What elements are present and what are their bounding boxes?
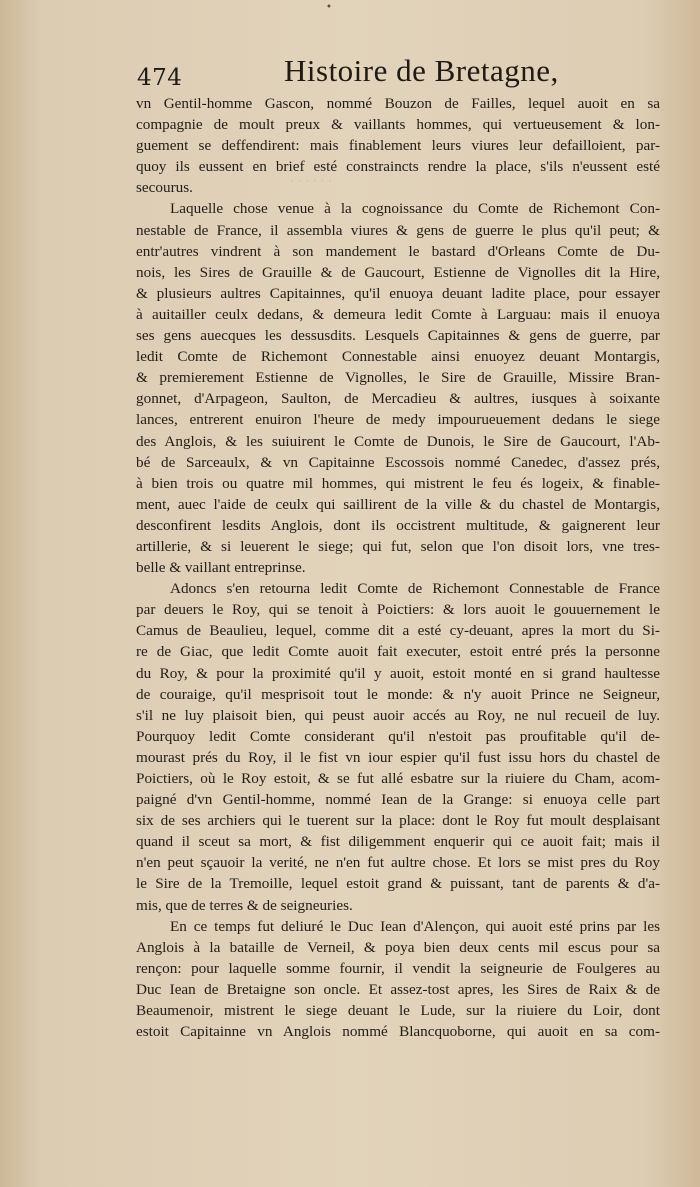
text-line: n'en peut sçauoir la verité, ne n'en fut aultre chose. Et lors se mist pres du Roy bbox=[136, 854, 660, 872]
text-line: quoy ils eussent en brief esté constraincts rendre la place, s'ils n'eussent esté bbox=[136, 158, 660, 176]
text-line: nois, les Sires de Grauille & de Gaucourt, Estienne de Vignolles dit la Hire, bbox=[136, 263, 660, 281]
text-line: lances, entrerent enuiron l'heure de medy impourueuement dedans le siege bbox=[136, 411, 660, 429]
text-line: Anglois à la bataille de Verneil, & poya bien deux cents mil escus pour sa bbox=[136, 938, 660, 956]
text-line: s'il ne luy plaisoit bien, qui peust auoir accés au Roy, ne nul recueil de luy. bbox=[136, 706, 660, 724]
text-line: vn Gentil-homme Gascon, nommé Bouzon de Failles, lequel auoit en sa bbox=[136, 95, 660, 112]
paragraph-start-line: Adoncs s'en retourna ledit Comte de Richemont Connestable de France bbox=[170, 580, 660, 598]
running-head bbox=[137, 53, 567, 93]
text-line: Duc Iean de Bretaigne son oncle. Et assez-tost apres, les Sires de Raix & de bbox=[136, 980, 660, 998]
text-line: par deuers le Roy, qui se tenoit à Poictiers: & lors auoit le gouuernement le bbox=[136, 601, 660, 619]
text-line: du Roy, & pour la proximité qu'il y auoit, estoit monté en si grand haultesse bbox=[136, 664, 660, 682]
body-text bbox=[136, 93, 660, 1042]
text-line: & plusieurs aultres Capitainnes, qu'il enuoya deuant ladite place, pour essayer bbox=[136, 284, 660, 302]
text-line: le Sire de la Tremoille, lequel estoit grand & puissant, tant de parents & d'a- bbox=[136, 875, 660, 893]
text-line: Beaumenoir, mistrent le siege deuant le Lude, sur la riuiere du Loir, dont bbox=[136, 1002, 660, 1020]
text-line: quand il sceut sa mort, & fist diligemment enquerir qui ce auoit fait; mais il bbox=[136, 833, 660, 851]
text-line: Poictiers, où le Roy estoit, & se fut allé esbatre sur la riuiere du Cham, acom- bbox=[136, 770, 660, 787]
text-line: gonnet, d'Arpageon, Saulton, de Mercadieu & aultres, iusques à soixante bbox=[136, 390, 660, 408]
text-line: desconfirent lesdits Anglois, dont ils occistrent multitude, & gaignerent leur bbox=[136, 516, 660, 534]
show-through-text: · · · · · · bbox=[290, 173, 333, 188]
text-line: six de ses archiers qui le tuerent sur la place: dont le Roy fut moult desplaisant bbox=[136, 812, 660, 830]
text-line: mis, que de terres & de seigneuries. bbox=[136, 896, 353, 914]
text-line: mourast prés du Roy, il le fist vn iour espier qu'il fust issu hors du chastel de bbox=[136, 748, 660, 766]
text-line: à auitailler ceulx dedans, & demeura ledit Comte à Larguau: mais il enuoya bbox=[136, 305, 660, 323]
text-line: rençon: pour laquelle somme fournir, il vendit la seigneurie de Foulgeres au bbox=[136, 959, 660, 977]
text-line: artillerie, & si leuerent le siege; qui fut, selon que l'on disoit lors, vne tres- bbox=[136, 537, 660, 555]
text-line: guement se deffendirent: mais finablement leurs viures leur defailloient, par- bbox=[136, 137, 660, 155]
text-line: de couraige, qu'il mesprisoit tout le monde: & n'y auoit Prince ne Seigneur, bbox=[136, 685, 660, 703]
page-number: 474 bbox=[137, 65, 183, 91]
text-line: re de Giac, que ledit Comte auoit fait executer, estoit entré prés la personne bbox=[136, 643, 660, 661]
text-line: des Anglois, & les suiuirent le Comte de Dunois, le Sire de Gaucourt, l'Ab- bbox=[136, 432, 660, 450]
paragraph-start-line: Laquelle chose venue à la cognoissance du Comte de Richemont Con- bbox=[170, 200, 660, 218]
text-line: & premierement Estienne de Vignolles, le Sire de Grauille, Missire Bran- bbox=[136, 369, 660, 387]
running-title: Histoire de Bretagne, bbox=[284, 53, 559, 88]
text-line: ses gens auecques les dessusdits. Lesquels Capitainnes & gens de guerre, par bbox=[136, 327, 660, 345]
top-mark: • bbox=[326, 2, 332, 13]
text-line: ment, auec l'aide de ceulx qui saillirent de la ville & du chastel de Montargis, bbox=[136, 495, 660, 513]
text-line: belle & vaillant entreprinse. bbox=[136, 559, 306, 577]
text-line: bé de Sarceaulx, & vn Capitainne Escossois nommé Canedec, d'assez prés, bbox=[136, 453, 660, 471]
text-line: à bien trois ou quatre mil hommes, qui mistrent le feu és logeix, & finable- bbox=[136, 474, 660, 492]
text-line: paigné d'vn Gentil-homme, nommé Iean de la Grange: si enuoya celle part bbox=[136, 791, 660, 809]
text-line: Camus de Beaulieu, lequel, comme dit a esté cy-deuant, apres la mort du Si- bbox=[136, 622, 660, 640]
text-line: nestable de France, il assembla viures & gens de guerre le plus qu'il peut; & bbox=[136, 221, 660, 239]
text-line: estoit Capitainne vn Anglois nommé Blancquoborne, qui auoit en sa com- bbox=[136, 1023, 660, 1041]
text-line: ledit Comte de Richemont Connestable ainsi enuoyez deuant Montargis, bbox=[136, 348, 660, 366]
text-line: Pourquoy ledit Comte considerant qu'il n'estoit pas proufitable qu'il de- bbox=[136, 727, 660, 745]
text-line: secourus. bbox=[136, 179, 193, 197]
text-line: compagnie de moult preux & vaillants hommes, qui vertueusement & lon- bbox=[136, 116, 660, 134]
text-line: entr'autres vindrent à son mandement le bastard d'Orleans Comte de Du- bbox=[136, 242, 660, 260]
paragraph-start-line: En ce temps fut deliuré le Duc Iean d'Alençon, qui auoit esté prins par les bbox=[170, 917, 660, 935]
